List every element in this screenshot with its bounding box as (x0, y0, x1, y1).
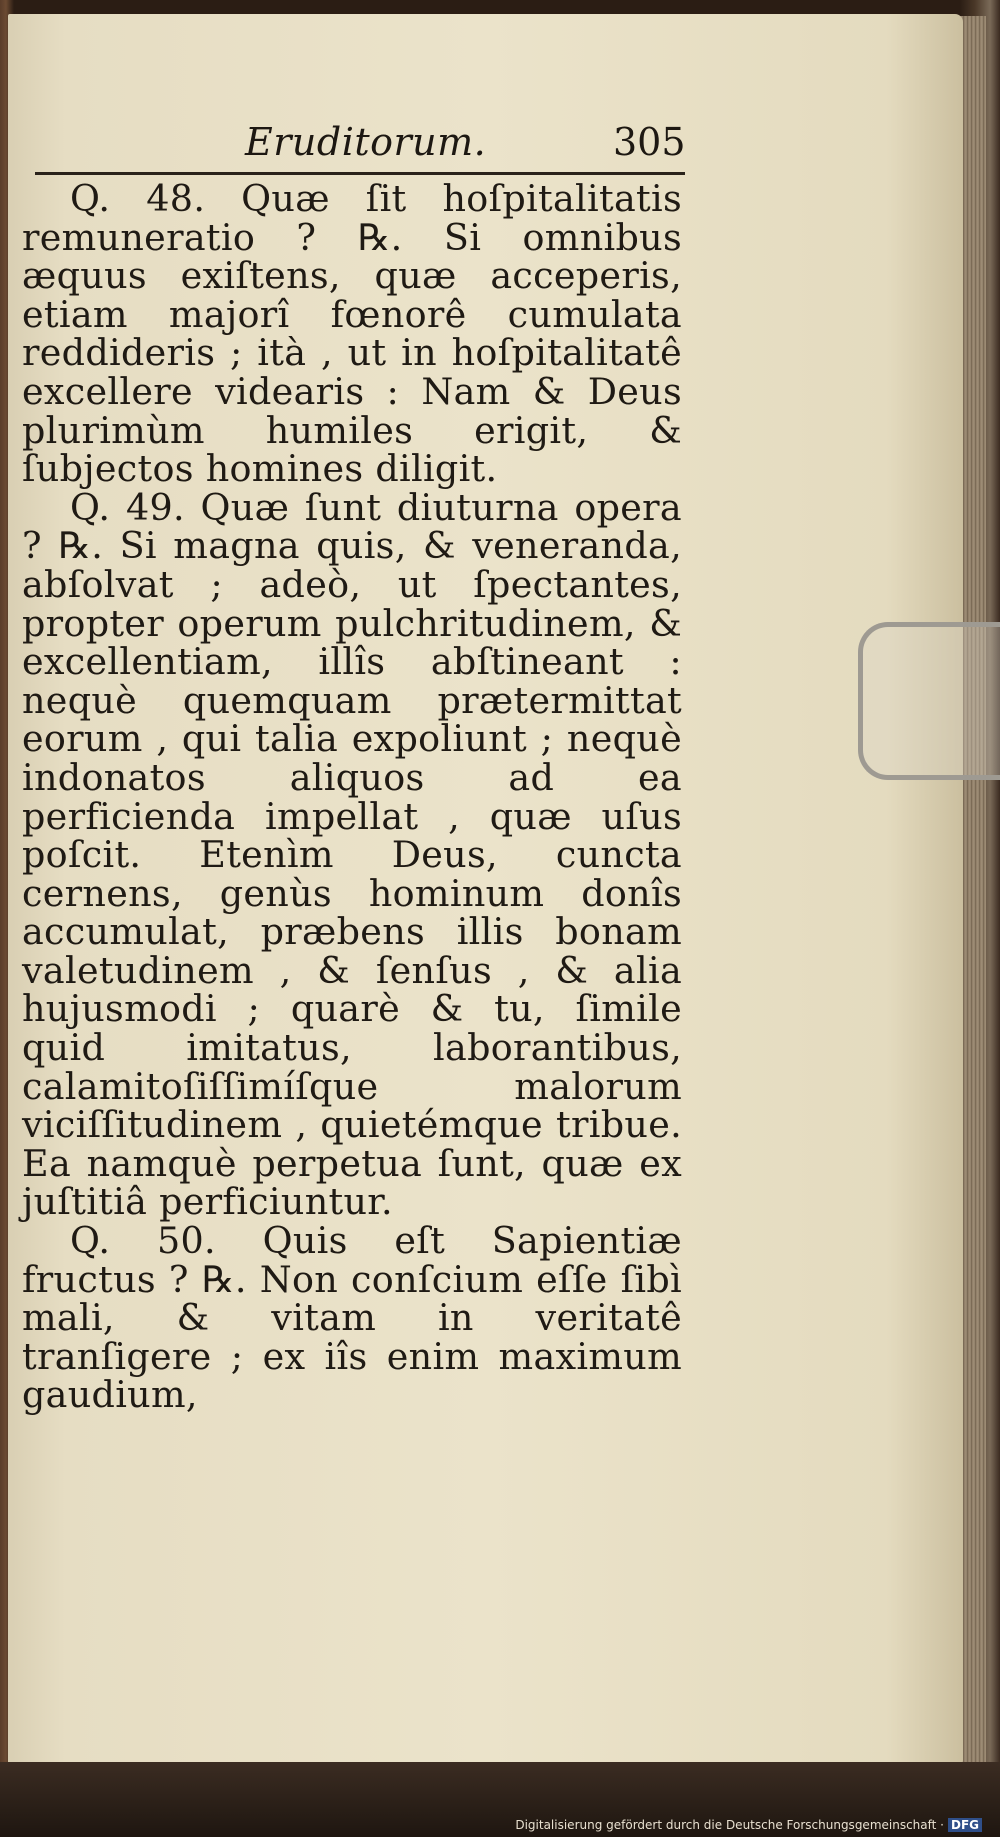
paragraph-q49: Q. 49. Quæ ſunt diuturna opera ? ℞. Si magna quis, & veneranda, abſolvat ; adeò, ut ſpectantes, propter operum pulchritudinem, & excellentiam, illîs abſtineant : nequè quemquam prætermittat eorum , qui talia expoliunt ; nequè indonatos aliquos ad ea perficienda impellat , quæ uſus poſcit. Etenìm Deus, cuncta cernens, genùs hominum donîs accumulat, præbens illis bonam valetudinem , & ſenſus , & alia hujusmodi ; quarè & tu, ſimile quid imitatus, laborantibus, calamitoſiſſimíſque malorum viciſſitudinem , quietémque tribue. Ea namquè perpetua ſunt, quæ ex juſtitiâ perficiuntur. (22, 485, 682, 1224)
credit-text: Digitalisierung gefördert durch die Deutsche Forschungsgemeinschaft · (515, 1818, 944, 1832)
page-edges (960, 16, 986, 1771)
page-number: 305 (613, 120, 686, 164)
dfg-logo: DFG (948, 1818, 982, 1832)
header-rule (35, 172, 685, 175)
page-clip (858, 622, 1000, 780)
digitization-credit (515, 1818, 982, 1832)
body-text (22, 177, 682, 1417)
paragraph-q48: Q. 48. Quæ ſit hoſpitalitatis remuneratio ? ℞. Si omnibus æquus exiſtens, quæ acceperis, etiam majorî fœnorê cumulata reddideris ; ità , ut in hoſpitalitatê excellere videaris : Nam & Deus plurimùm humiles erigit, & ſubjectos homines diligit. (22, 177, 682, 491)
paragraph-q50: Q. 50. Quis eſt Sapientiæ fructus ? ℞. Non conſcium eſſe ſibì mali, & vitam in veritatê tranſigere ; ex iîs enim maximum gaudium, (22, 1219, 682, 1417)
running-title: Eruditorum. (245, 120, 487, 164)
page-header (35, 120, 685, 170)
